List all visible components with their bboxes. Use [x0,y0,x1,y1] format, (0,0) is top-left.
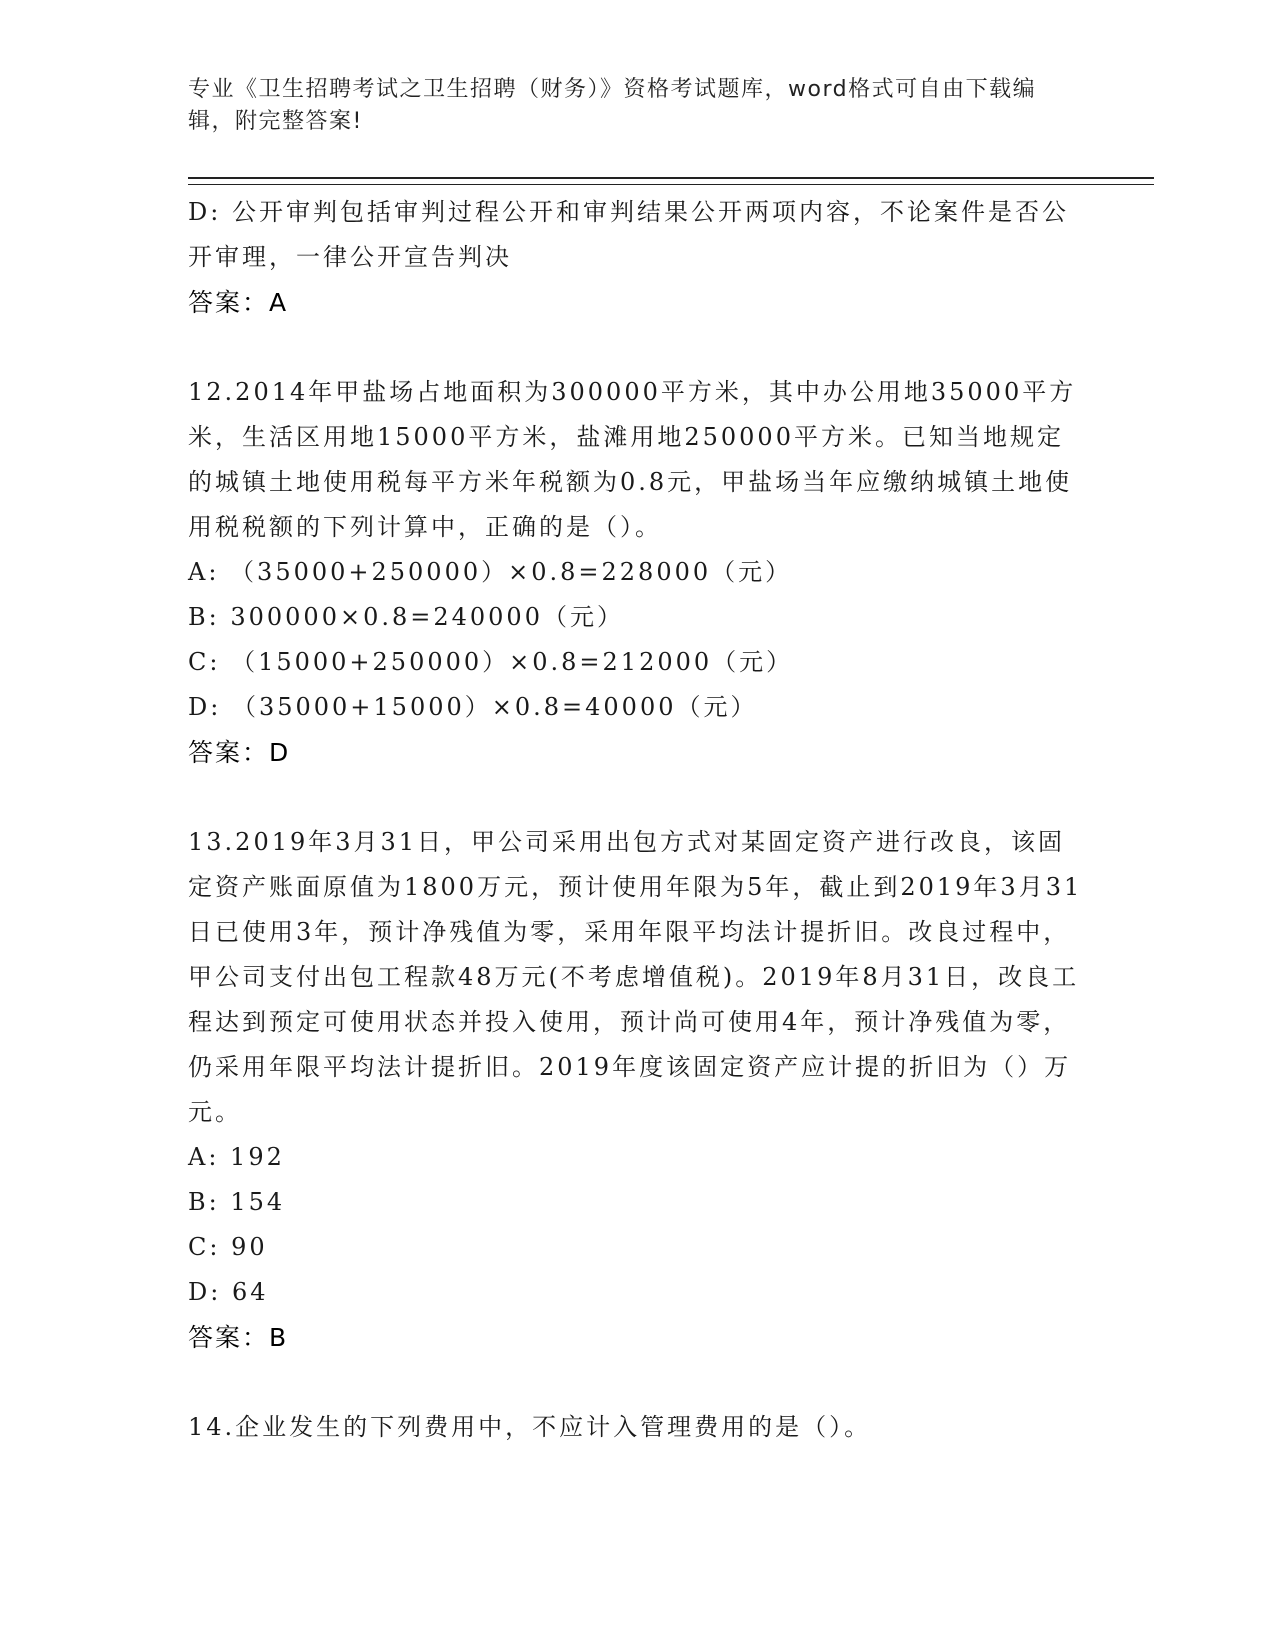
question-13-stem: 13.2019年3月31日，甲公司采用出包方式对某固定资产进行改良，该固定资产账面原值为1800万元，预计使用年限为5年，截止到2019年3月31日已使用3年，预计净残值为零，采用年限平均法计提折旧。改良过程中，甲公司支付出包工程款48万元(不考虑增值税)。2019年8月31日，改良工程达到预定可使用状态并投入使用，预计尚可使用4年，预计净残值为零，仍采用年限平均法计提折旧。2019年度该固定资产应计提的折旧为（）万元。 [188,828,1083,1126]
question-12-answer: 答案：D [188,738,291,767]
prev-option-d: D: 公开审判包括审判过程公开和审判结果公开两项内容，不论案件是否公开审理，一律公开宣告判决 [188,198,1069,271]
header-divider-thin [188,184,1154,185]
spacer [188,775,1088,820]
question-content [188,190,1088,1450]
question-13-answer: 答案：B [188,1323,289,1352]
spacer [188,1360,1088,1405]
question-13-option-d: D: 64 [188,1278,269,1306]
question-12-option-a: A: （35000+250000）×0.8=228000（元） [188,558,793,586]
prev-answer: 答案：A [188,288,289,317]
page-header: 专业《卫生招聘考试之卫生招聘（财务）》资格考试题库，word格式可自由下载编辑，附完整答案! [188,77,1037,134]
question-12-option-b: B: 300000×0.8=240000（元） [188,603,624,631]
question-12-option-d: D: （35000+15000）×0.8=40000（元） [188,693,758,721]
question-12-option-c: C: （15000+250000）×0.8=212000（元） [188,648,794,676]
question-13-option-a: A: 192 [188,1143,285,1171]
question-12-stem: 12.2014年甲盐场占地面积为300000平方米，其中办公用地35000平方米，生活区用地15000平方米，盐滩用地250000平方米。已知当地规定的城镇土地使用税每平方米年税额为0.8元，甲盐场当年应缴纳城镇土地使用税税额的下列计算中，正确的是（）。 [188,378,1077,541]
question-13-option-b: B: 154 [188,1188,286,1216]
header-divider-thick [188,177,1154,179]
question-13-option-c: C: 90 [188,1233,268,1261]
spacer [188,325,1088,370]
question-14-stem: 14.企业发生的下列费用中，不应计入管理费用的是（）。 [188,1413,872,1441]
